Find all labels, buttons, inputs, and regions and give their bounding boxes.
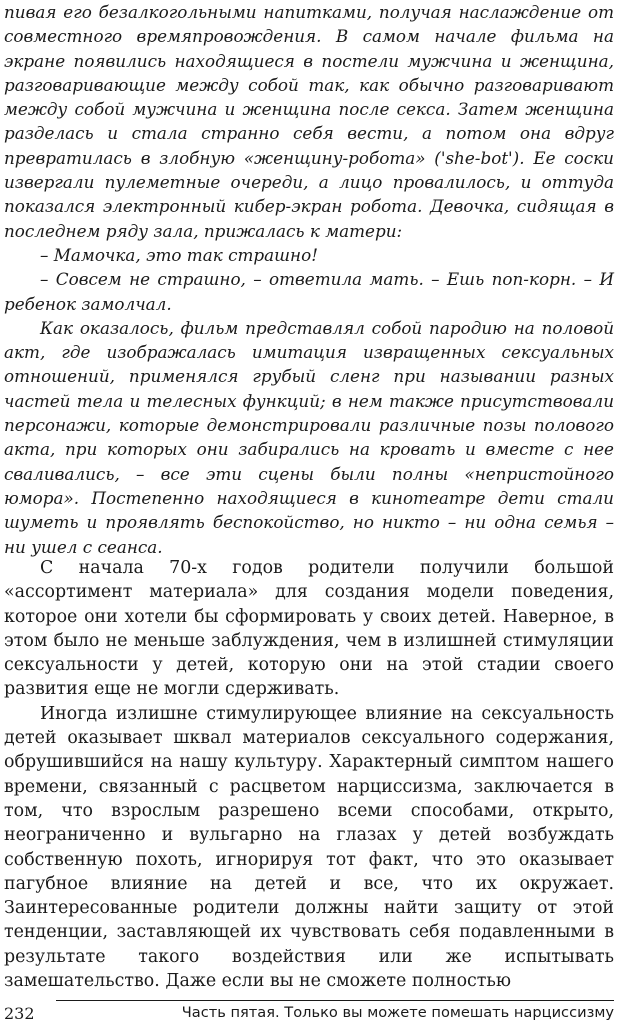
- page-number: 232: [4, 1004, 35, 1023]
- quote-dialogue-line-1: – Мамочка, это так страшно!: [40, 244, 318, 265]
- body-paragraph-2: Иногда излишне стимулирующее влияние на сексуальность детей оказывает шквал материалов сексуального содержания, обрушившийся на нашу культуру. Характерный симптом нашего времени, связанный с расцветом нарциссизма, заключается в том, что взрослым разрешено всеми способами, открыто, неограниченно и вульгарно на глазах у детей возбуждать собственную похоть, игнорируя тот факт, что это оказывает пагубное влияние на детей и все, что их окружает. Заинтересованные родители должны найти защиту от этой тенденции, заставляющей их чувствовать себя подавленными в результате такого воздействия или же испытывать замешательство. Даже если вы не сможете полностью: [4, 703, 614, 992]
- body-paragraph-1: С начала 70-х годов родители получили большой «ассортимент материала» для создания модели поведения, которое они хотели бы сформировать у своих детей. Наверное, в этом было не меньше заблуждения, чем в излишней стимуляции сексуальности у детей, которую они на этой стадии своего развития еще не могли сдерживать.: [4, 558, 614, 700]
- quote-paragraph-1: пивая его безалкогольными напитками, получая наслаждение от совместного времяпровождения. В самом начале фильма на экране появились находящиеся в постели мужчина и женщина, разговаривающие между собой так, как обычно разговаривают между собой мужчина и женщина после секса. Затем женщина разделась и стала странно себя вести, а потом она вдруг превратилась в злобную «женщину-робота» ('she-bot'). Ее соски извергали пулеметные очереди, а лицо провалилось, и оттуда показался электронный кибер-экран робота. Девочка, сидящая в последнем ряду зала, прижалась к матери:: [4, 2, 614, 241]
- running-head: Часть пятая. Только вы можете помешать нарциссизму: [181, 1004, 614, 1021]
- quote-paragraph-2: Как оказалось, фильм представлял собой пародию на половой акт, где изображалась имитация извращенных сексуальных отношений, применялся грубый сленг при назывании разных частей тела и телесных функций; в нем также присутствовали персонажи, которые демонстрировали различные позы полового акта, при которых они забирались на кровать и вместе с нее сваливались, – все эти сцены были полны «непристойного юмора». Постепенно находящиеся в кинотеатре дети стали шуметь и проявлять беспокойство, но никто – ни одна семья – ни ушел с сеанса.: [4, 317, 614, 557]
- footer-rule: [56, 1000, 614, 1001]
- body-text: [4, 556, 614, 993]
- quote-dialogue-line-2: – Совсем не страшно, – ответила мать. – Ешь поп-корн. – И ребенок замолчал.: [4, 269, 614, 314]
- italic-quote-block: [4, 0, 614, 559]
